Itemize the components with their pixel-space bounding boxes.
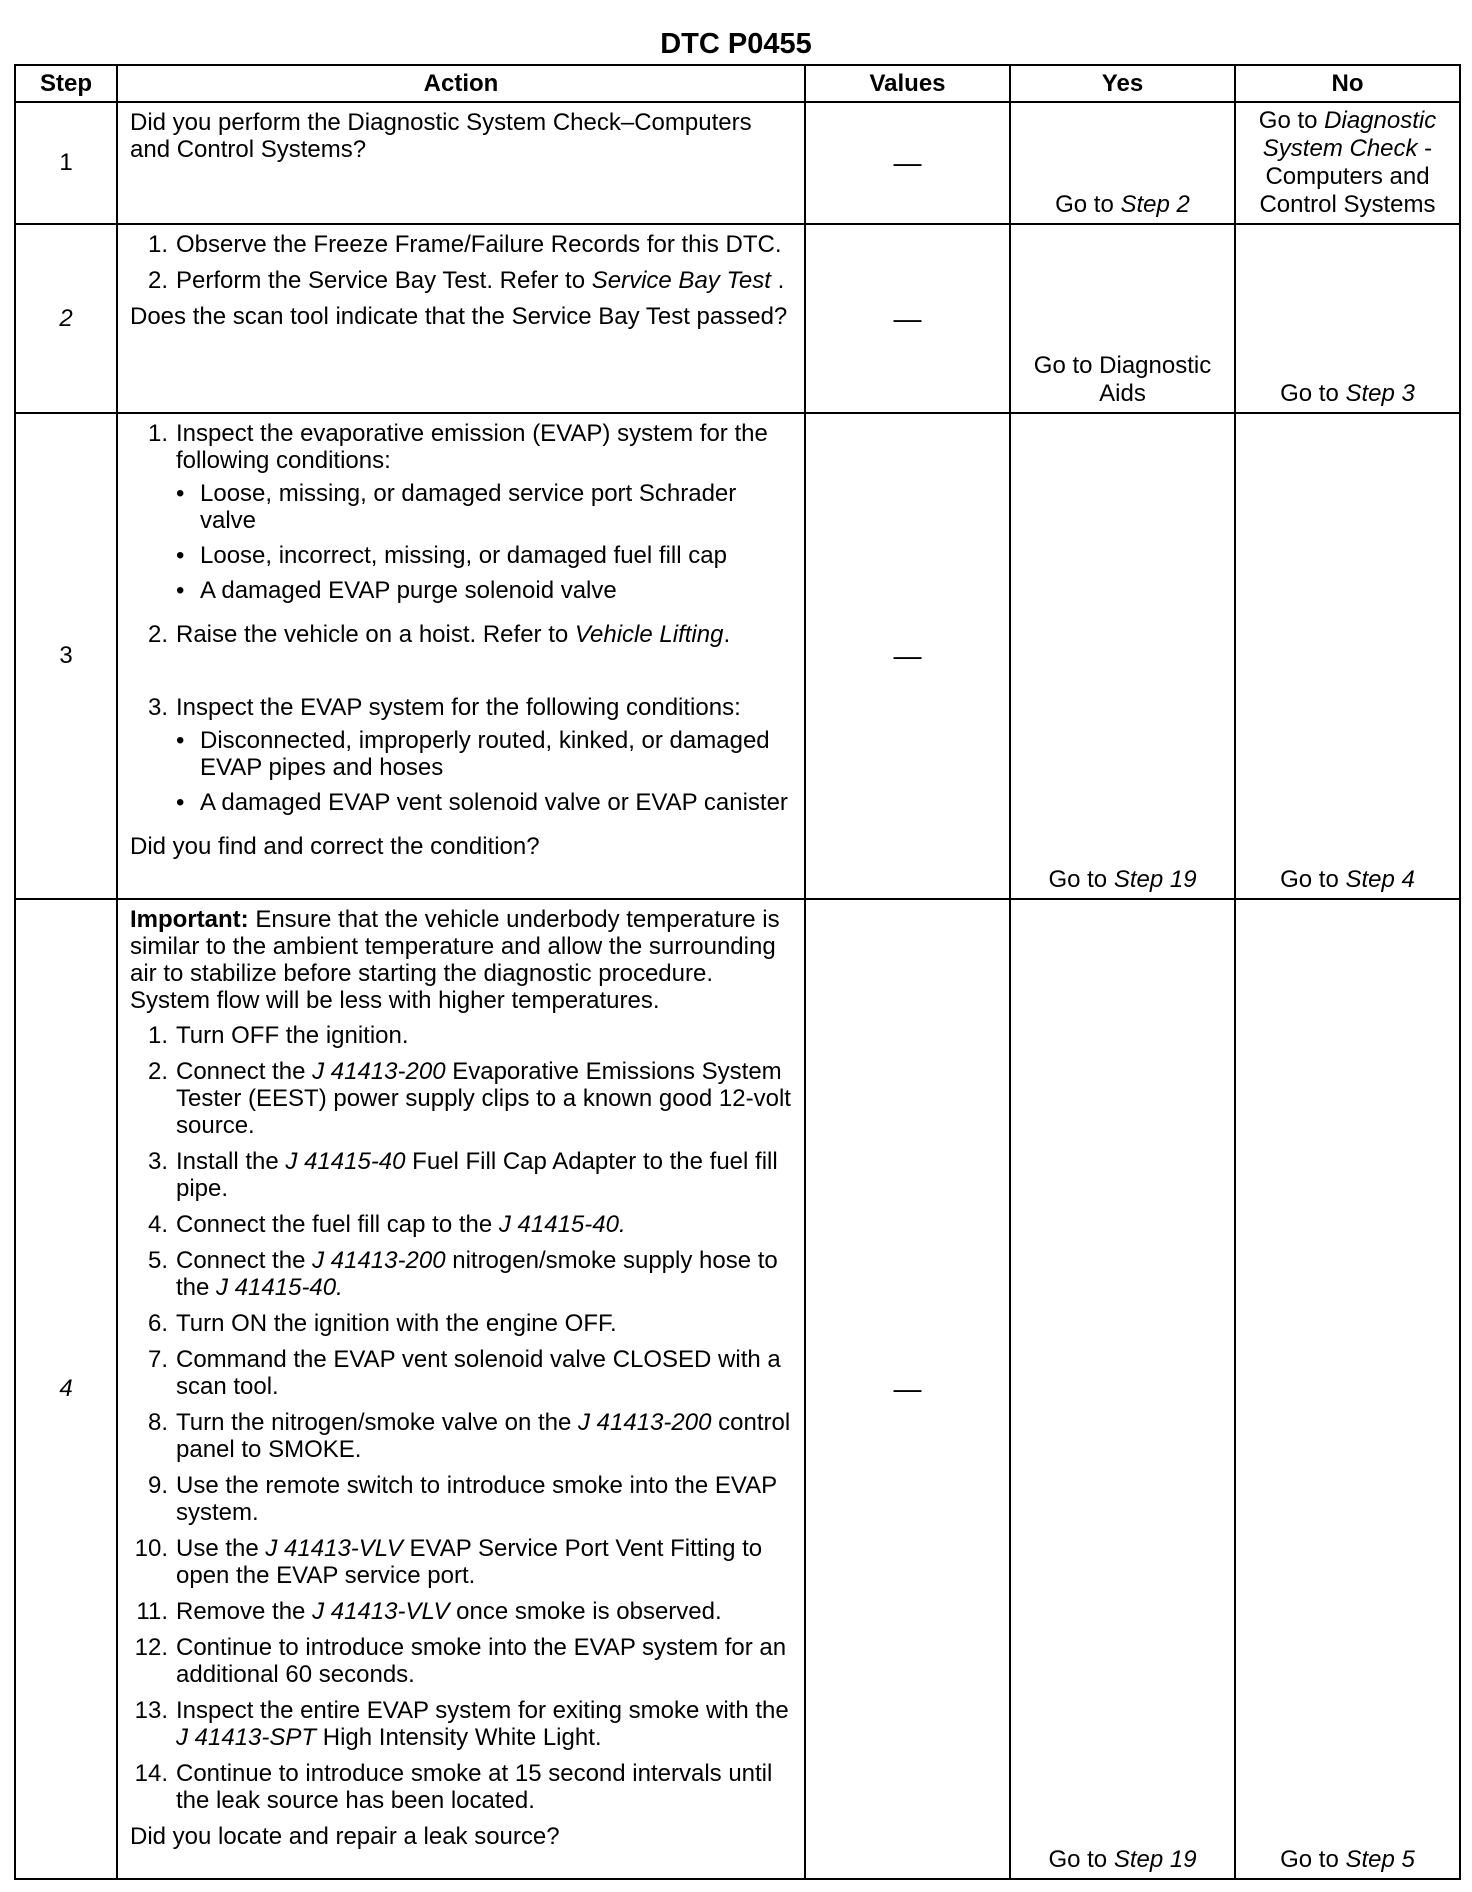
document-title: DTC P0455	[660, 28, 812, 60]
item-text: Perform the Service Bay Test. Refer to Service Bay Test .	[176, 267, 785, 294]
list-item: 2. Connect the J 41413-200 Evaporative Emissions System Tester (EEST) power supply clips to a known good 12-volt source.	[147, 1058, 791, 1139]
no-prefix: Go to	[1280, 1846, 1346, 1873]
table-row-step-2	[15, 224, 1460, 413]
item-text: Observe the Freeze Frame/Failure Records for this DTC.	[176, 231, 782, 258]
no-prefix: Go to	[1280, 380, 1346, 407]
no-cell	[1235, 413, 1460, 899]
important-text: Ensure that the vehicle underbody temperature is similar to the ambient temperature and allow the surrounding air to stabilize before starting the diagnostic procedure. System flow will be less with higher temperatures.	[130, 906, 780, 1014]
item-number: 1.	[147, 231, 168, 258]
list-item: 6. Turn ON the ignition with the engine OFF.	[147, 1310, 617, 1337]
header-step: Step	[15, 65, 117, 102]
item-number: 2.	[147, 267, 168, 294]
yes-link[interactable]: Step 2	[1120, 191, 1190, 218]
list-item: 11. Remove the J 41413-VLV once smoke is observed.	[136, 1598, 722, 1625]
yes-link[interactable]: Step 19	[1113, 1846, 1197, 1873]
list-item	[130, 694, 796, 824]
no-link[interactable]: Step 4	[1345, 866, 1415, 893]
question-text: Did you locate and repair a leak source?	[130, 1823, 560, 1850]
action-cell	[117, 102, 805, 224]
header-row	[15, 65, 1460, 102]
bullet-item: • Loose, incorrect, missing, or damaged fuel fill cap	[176, 542, 727, 569]
yes-link[interactable]: Step 19	[1113, 866, 1197, 893]
list-item	[130, 267, 796, 294]
no-prefix: Go to	[1258, 107, 1325, 134]
no-link[interactable]: Step 3	[1345, 380, 1415, 407]
step-number: 3	[15, 413, 117, 899]
list-item: 7. Command the EVAP vent solenoid valve CLOSED with a scan tool.	[147, 1346, 781, 1400]
list-item: 14. Continue to introduce smoke at 15 second intervals until the leak source has been located.	[134, 1760, 773, 1814]
list-item: 8. Turn the nitrogen/smoke valve on the J 41413-200 control panel to SMOKE.	[147, 1409, 791, 1463]
yes-prefix: Go to	[1048, 1846, 1114, 1873]
no-prefix: Go to	[1280, 866, 1346, 893]
bullet-item: • A damaged EVAP purge solenoid valve	[176, 577, 617, 604]
list-item: 1. Turn OFF the ignition.	[147, 1022, 409, 1049]
values-cell: —	[805, 102, 1010, 224]
step-number: 2	[15, 224, 117, 413]
diagnostic-table	[14, 64, 1461, 1880]
action-cell	[117, 899, 805, 1879]
item-number: 3.	[147, 694, 168, 721]
header-values: Values	[805, 65, 1010, 102]
action-cell	[117, 413, 805, 899]
item-number: 1.	[147, 420, 168, 447]
question-text: Did you perform the Diagnostic System Check–Computers and Control Systems?	[130, 109, 752, 163]
no-link[interactable]: Step 5	[1345, 1846, 1415, 1873]
important-label: Important:	[130, 906, 249, 933]
yes-cell[interactable]: Go to Diagnostic Aids	[1010, 224, 1235, 413]
question-text: Does the scan tool indicate that the Service Bay Test passed?	[130, 303, 788, 330]
header-action: Action	[117, 65, 805, 102]
no-link[interactable]: Diagnostic System Check	[1262, 107, 1437, 162]
no-cell	[1235, 102, 1460, 224]
list-item	[130, 420, 796, 612]
table-row-step-1	[15, 102, 1460, 224]
table-row-step-4	[15, 899, 1460, 1879]
step-number: 1	[15, 102, 117, 224]
table-row-step-3	[15, 413, 1460, 899]
no-cell	[1235, 224, 1460, 413]
yes-cell	[1010, 413, 1235, 899]
list-item: 13. Inspect the entire EVAP system for exiting smoke with the J 41413-SPT High Intensity White Light.	[134, 1697, 789, 1751]
list-item: 5. Connect the J 41413-200 nitrogen/smoke supply hose to the J 41415-40.	[147, 1247, 778, 1301]
list-item	[130, 621, 796, 648]
bullet-item: • Disconnected, improperly routed, kinked, or damaged EVAP pipes and hoses	[176, 727, 770, 781]
important-note	[130, 906, 796, 1014]
item-number: 2.	[147, 621, 168, 648]
values-cell: —	[805, 899, 1010, 1879]
bullet-item: • A damaged EVAP vent solenoid valve or EVAP canister	[176, 789, 788, 816]
list-item: 4. Connect the fuel fill cap to the J 41415-40.	[147, 1211, 626, 1238]
list-item: 9. Use the remote switch to introduce smoke into the EVAP system.	[147, 1472, 777, 1526]
values-cell: —	[805, 224, 1010, 413]
item-text: Raise the vehicle on a hoist. Refer to Vehicle Lifting.	[176, 621, 731, 648]
step-number: 4	[15, 899, 117, 1879]
service-bay-test-link[interactable]: Service Bay Test	[591, 267, 771, 294]
item-text: Inspect the evaporative emission (EVAP) system for the following conditions: • Loose, missing, or damaged service port Schrader valve • Loose, incorrect, missing, or damaged fuel fill cap • A damaged EVAP purge solenoid valve	[176, 420, 796, 612]
list-item: 12. Continue to introduce smoke into the EVAP system for an additional 60 seconds.	[134, 1634, 787, 1688]
bullet-item: • Loose, missing, or damaged service port Schrader valve	[176, 480, 737, 534]
values-cell: —	[805, 413, 1010, 899]
yes-prefix: Go to	[1048, 866, 1114, 893]
list-item: 10. Use the J 41413-VLV EVAP Service Port Vent Fitting to open the EVAP service port.	[134, 1535, 763, 1589]
no-suffix: - Computers and Control Systems	[1259, 135, 1436, 218]
list-item: 3. Install the J 41415-40 Fuel Fill Cap Adapter to the fuel fill pipe.	[147, 1148, 778, 1202]
list-item	[130, 231, 796, 258]
header-yes: Yes	[1010, 65, 1235, 102]
action-cell	[117, 224, 805, 413]
question-text: Did you find and correct the condition?	[130, 833, 540, 860]
yes-prefix: Go to	[1055, 191, 1121, 218]
item-text: Inspect the EVAP system for the following conditions: • Disconnected, improperly routed, kinked, or damaged EVAP pipes and hoses • A damaged EVAP vent solenoid valve or EVAP canister	[176, 694, 796, 824]
yes-cell	[1010, 899, 1235, 1879]
yes-cell	[1010, 102, 1235, 224]
vehicle-lifting-link[interactable]: Vehicle Lifting	[574, 621, 724, 648]
header-no: No	[1235, 65, 1460, 102]
no-cell	[1235, 899, 1460, 1879]
